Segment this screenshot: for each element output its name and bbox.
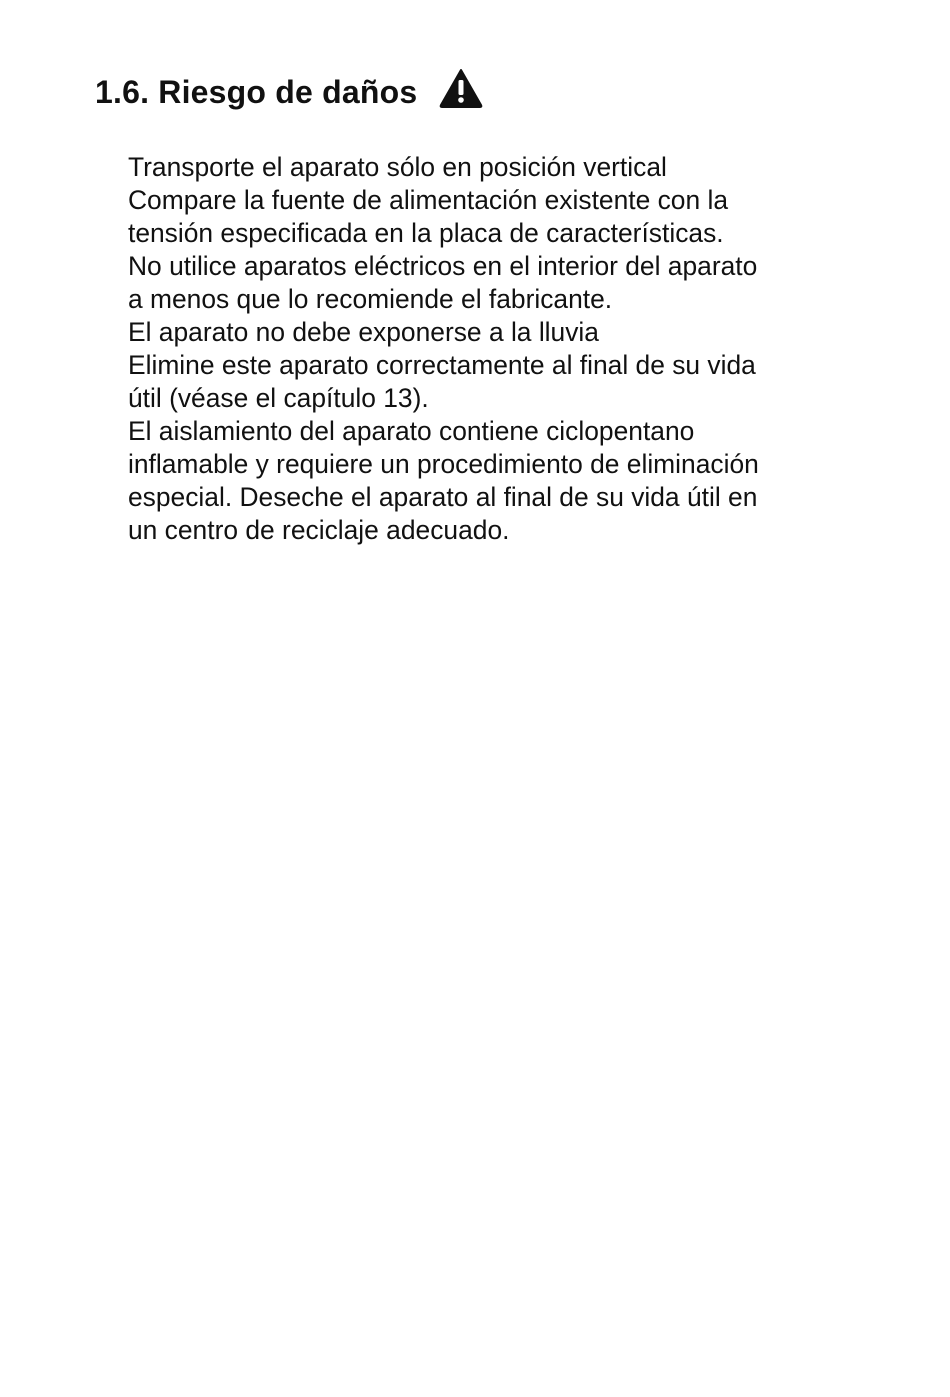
body-line: tensión especificada en la placa de características.	[128, 218, 724, 248]
body-line: El aislamiento del aparato contiene ciclopentano	[128, 416, 695, 446]
section-title: 1.6. Riesgo de daños	[95, 74, 418, 110]
body-line: Compare la fuente de alimentación existente con la	[128, 185, 729, 215]
warning-triangle-icon	[439, 68, 483, 108]
body-line: inflamable y requiere un procedimiento de eliminación	[128, 449, 759, 479]
body-line: especial. Deseche el aparato al final de su vida útil en	[128, 482, 758, 512]
body-line: No utilice aparatos eléctricos en el interior del aparato	[128, 251, 758, 281]
body-line: un centro de reciclaje adecuado.	[128, 515, 510, 545]
section-heading	[95, 66, 483, 118]
body-line: Transporte el aparato sólo en posición vertical	[128, 152, 667, 182]
section-body	[128, 151, 888, 547]
body-line: Elimine este aparato correctamente al final de su vida	[128, 350, 756, 380]
body-line: El aparato no debe exponerse a la lluvia	[128, 317, 599, 347]
body-line: útil (véase el capítulo 13).	[128, 383, 429, 413]
body-line: a menos que lo recomiende el fabricante.	[128, 284, 613, 314]
